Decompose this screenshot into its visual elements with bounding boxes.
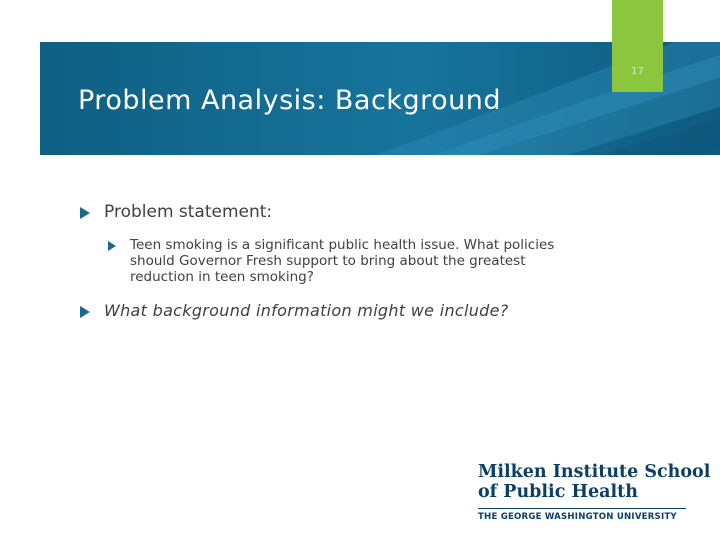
- sub-bullet-text: Teen smoking is a significant public health issue. What policies should Governor Fresh support to bring about the greatest reduction in teen smoking?: [130, 237, 555, 285]
- bullet-arrow-icon: [108, 241, 116, 251]
- bullet-text: Problem statement:: [104, 202, 273, 222]
- logo-line-1: Milken Institute School: [478, 462, 711, 482]
- institution-logo: [478, 462, 711, 522]
- sub-bullet-item: [108, 237, 558, 285]
- bullet-item: [80, 300, 509, 322]
- logo-line-2: of Public Health: [478, 482, 638, 502]
- bullet-item: [80, 200, 272, 224]
- logo-divider: [478, 508, 686, 509]
- accent-bar: [612, 0, 663, 92]
- bullet-arrow-icon: [80, 306, 90, 318]
- slide-title: Problem Analysis: Background: [78, 85, 501, 116]
- bullet-text: What background information might we include?: [104, 301, 509, 320]
- bullet-arrow-icon: [80, 207, 90, 219]
- slide-number: 17: [631, 66, 644, 77]
- logo-line-3: THE GEORGE WASHINGTON UNIVERSITY: [478, 512, 677, 522]
